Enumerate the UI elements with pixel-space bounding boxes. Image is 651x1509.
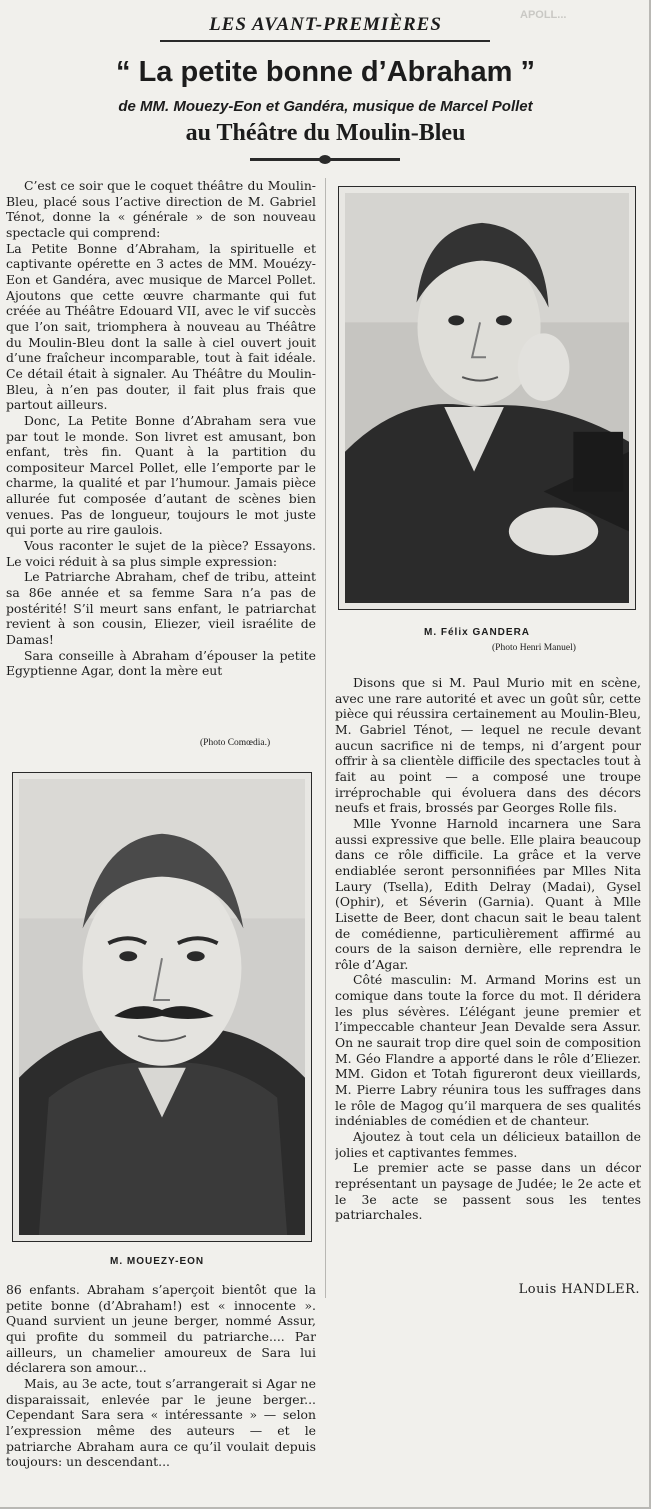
article-headline: “ La petite bonne d’Abraham ” [116,56,535,88]
article-byline: de MM. Mouezy-Eon et Gandéra, musique de Marcel Pollet [118,98,533,115]
paragraph: Le Patriarche Abraham, chef de tribu, atteint sa 86e année et sa femme Sara n’a pas de postérité! S’il meurt sans enfant, le patriarchat revient à son cousin, Eliezer, vieil israélite de Damas! [6,569,316,648]
paragraph: Mlle Yvonne Harnold incarnera une Sara aussi expressive que belle. Elle plaira beaucoup dans ce rôle difficile. La grâce et la verve endiablée seront personnifiées par Mlles Nita Laury (Tsella), Edith Delray (Madai), Gysel (Ophir), et Séverin (Garnia). Quant à Mlle Lisette de Beer, dont chacun sait le beau talent de comédienne, particulièrement affirmé au cours de la saison dernière, elle reprendra le rôle d’Agar. [335,815,641,972]
article-column-left [6,178,316,726]
paragraph: Le premier acte se passe dans un décor représentant un paysage de Judée; le 2e acte et le 3e acte se passent sous les tentes patriarchales. [335,1160,641,1223]
portrait-photo-mouezy-eon [12,772,312,1242]
paragraph: 86 enfants. Abraham s’aperçoit bientôt que la petite bonne (d’Abraham!) est « innocente ». Quand survient un jeune berger, nommé Assur, qui profite du sommeil du patriarche.... Par ailleurs, un chamelier amoureux de Sara lui déclarera son amour... [6,1282,316,1376]
paragraph: Côté masculin: M. Armand Morins est un comique dans toute la force du mot. Il déridera les plus sévères. L’élégant jeune premier et l’impeccable chanteur Jean Devalde sera Assur. On ne saurait trop dire quel soin de composition M. Géo Flandre a apporté dans le rôle d’Eliezer. MM. Gidon et Totah figureront deux vieillards, M. Pierre Labry réunira tous les suffrages dans le rôle de Magog qu’il marquera de ses qualités indéniables de comédien et de chanteur. [335,972,641,1129]
article-venue: au Théâtre du Moulin-Bleu [185,120,466,146]
paragraph: Ajoutez à tout cela un délicieux bataillon de jolies et captivantes femmes. [335,1129,641,1160]
column-divider [325,178,326,1298]
paragraph: C’est ce soir que le coquet théâtre du Moulin-Bleu, placé sous l’active direction de M. Gabriel Ténot, donne la « générale » de son nouveau spectacle qui comprend: [6,178,316,240]
photo-caption-gandera: M. Félix GANDERA [424,627,531,638]
article-column-right [335,675,641,1305]
photo-credit-bottom: (Photo Comœdia.) [200,738,271,748]
photo-credit-top: (Photo Henri Manuel) [492,643,576,653]
bleed-through-text: APOLL... [520,9,567,21]
paragraph: Sara conseille à Abraham d’épouser la petite Egyptienne Agar, dont la mère eut [6,647,316,679]
article-column-left-continued [6,1282,316,1496]
author-signature: Louis HANDLER. [518,1282,640,1297]
paragraph: Vous raconter le sujet de la pièce? Essayons. Le voici réduit à sa plus simple expression: [6,538,316,569]
portrait-photo-felix-gandera [338,186,636,610]
paragraph: La Petite Bonne d’Abraham, la spirituelle et captivante opérette en 3 actes de MM. Mouézy-Eon et Gandéra, avec musique de Marcel Pollet. Ajoutons que cette œuvre charmante qui fut créée au Théâtre Edouard VII, avec le vif succès que l’on sait, triomphera à nouveau au Théâtre du Moulin-Bleu dont la salle à ciel ouvert jouit d’une fraîcheur incomparable, tout à fait idéale. Ce détail était à signaler. Au Théâtre du Moulin-Bleu, à n’en pas douter, il fait plus frais que partout ailleurs. [6,240,316,413]
rubric-underline [160,40,490,42]
portrait-image [345,193,629,603]
paragraph: Donc, La Petite Bonne d’Abraham sera vue par tout le monde. Son livret est amusant, bon enfant, très fin. Quant à la partition du compositeur Marcel Pollet, elle l’emporte par le charme, la qualité et par l’humour. Jamais pièce allurée fut composée d’autant de scènes bien venues. Pas de longueur, toujours le mot juste qui porte au rire gaulois. [6,412,316,538]
portrait-image [19,779,305,1235]
paragraph: Mais, au 3e acte, tout s’arrangerait si Agar ne disparaissait, enlevée par le jeune berger... Cependant Sara sera « intéressante » — selon l’expression même des auteurs — et le patriarche Abraham aura ce qu’il voulait depuis toujours: un descendant... [6,1375,316,1470]
paragraph: Disons que si M. Paul Murio mit en scène, avec une rare autorité et avec un goût sûr, cette pièce qui réussira certainement au Moulin-Bleu, M. Gabriel Ténot, — lequel ne recule devant aucun sacrifice ni de temps, ni d’argent pour offrir à sa clientèle difficile des spectacles tout à fait au point — a composé une troupe irréprochable qui évoluera dans des décors neufs et frais, brossés par Georges Rolle fils. [335,675,641,816]
title-divider-ornament [319,155,331,164]
section-rubric: LES AVANT-PREMIÈRES [209,14,442,35]
photo-caption-mouezy-eon: M. MOUEZY-EON [110,1256,205,1267]
